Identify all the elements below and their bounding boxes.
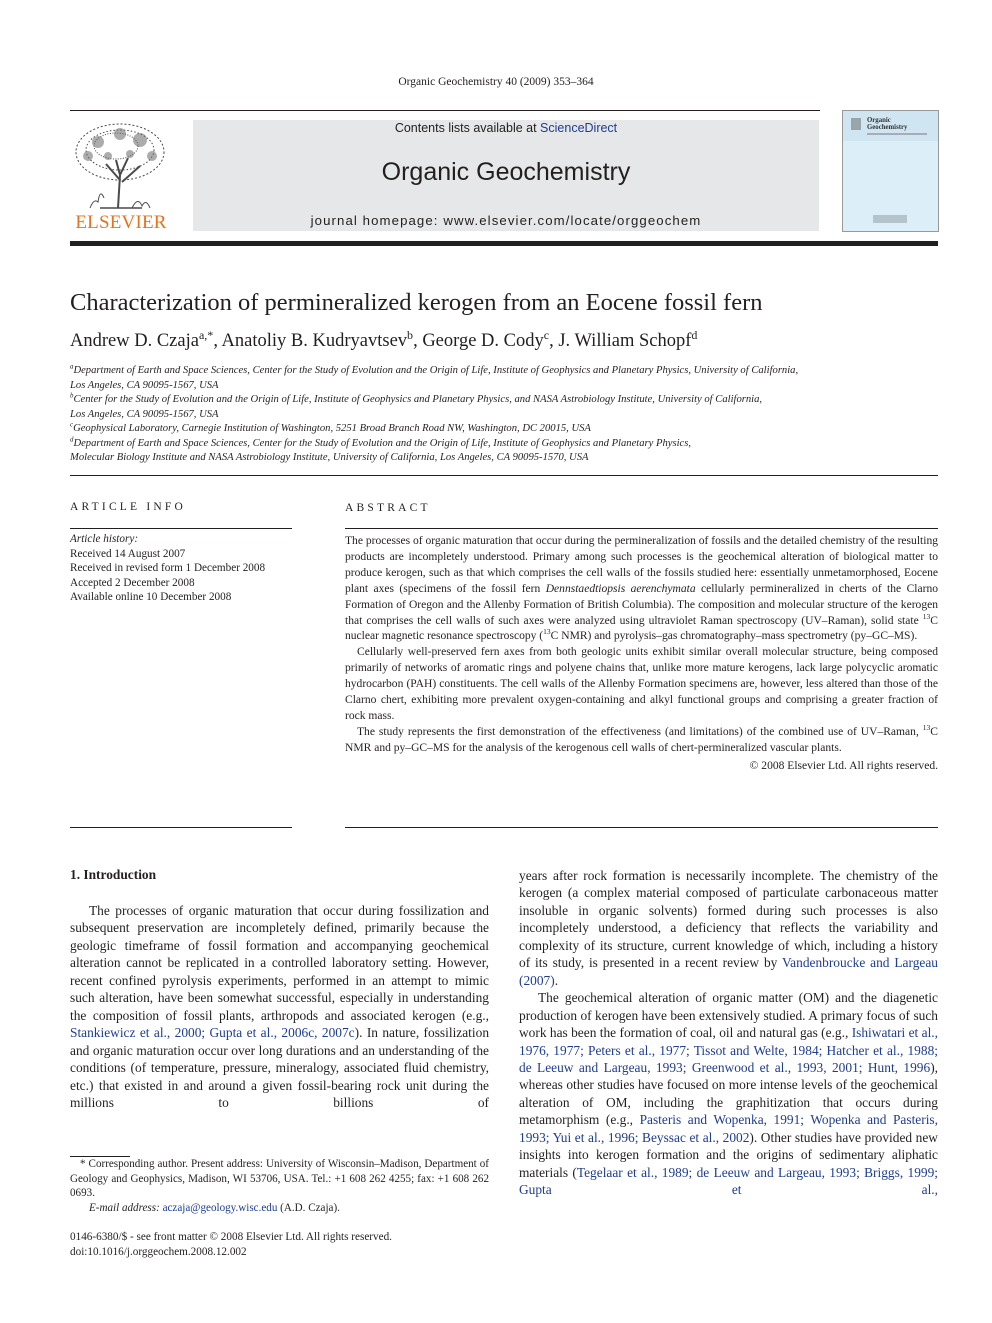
abstract-text: C NMR) and pyrolysis–gas chromatography–mass spectrometry (py–GC–MS). [550, 630, 918, 643]
cover-title-line2: Geochemistry [867, 124, 908, 131]
issn-line: 0146-6380/$ - see front matter © 2008 Elsevier Ltd. All rights reserved. [70, 1231, 392, 1243]
author-affil-mark: d [691, 327, 698, 342]
header-thick-rule [70, 241, 938, 246]
article-info-rule [70, 528, 292, 529]
doi-line[interactable]: doi:10.1016/j.orggeochem.2008.12.002 [70, 1246, 247, 1258]
corresponding-author-note [70, 1157, 489, 1201]
history-received: Received 14 August 2007 [70, 547, 186, 560]
body-text: . [554, 972, 559, 988]
citation-link[interactable]: Tegelaar et al., 1989; de Leeuw and Largeau, 1993; Briggs, 1999; Gupta et al., [519, 1164, 939, 1198]
sciencedirect-link[interactable]: ScienceDirect [540, 121, 618, 135]
email-label: E-mail address: [89, 1201, 160, 1214]
author-2[interactable] [221, 327, 423, 351]
article-info-heading: ARTICLE INFO [70, 501, 186, 513]
journal-cover-thumbnail[interactable] [842, 110, 939, 232]
author-4[interactable] [558, 327, 698, 351]
elsevier-tree-icon [70, 120, 172, 212]
front-matter [70, 1230, 392, 1260]
affil-key: c [70, 421, 74, 429]
abstract-paragraph-3 [345, 725, 938, 757]
affil-key: a [70, 363, 74, 371]
affiliations-rule [70, 475, 938, 476]
author-name: J. William Schopf [558, 331, 692, 351]
abstract-paragraph-1 [345, 534, 938, 645]
author-name: George D. Cody [422, 331, 544, 351]
abstract-heading: ABSTRACT [345, 502, 431, 514]
isotope-mass: 13 [922, 723, 931, 733]
affiliations [70, 364, 940, 466]
affiliation-c [70, 422, 940, 437]
history-accepted: Accepted 2 December 2008 [70, 576, 195, 589]
author-affil-mark: a,* [198, 327, 214, 342]
intro-paragraph-1 [70, 902, 489, 1111]
history-online: Available online 10 December 2008 [70, 591, 232, 604]
affiliation-d [70, 437, 940, 466]
citation-link[interactable]: Pasteris and Wopenka, 1991; Wopenka and Pasteris, 1993; Yui et al., 1996; Beyssac et al., 2002 [519, 1112, 938, 1145]
abstract-text: The study represents the first demonstration of the effectiveness (and limitations) of the combined use of UV–Raman, [357, 725, 923, 738]
body-text: ). Other studies have provided new insights into kerogen formation and the origins of sedimentary aliphatic materials ( [519, 1129, 938, 1180]
body-text: years after rock formation is necessarily incomplete. The chemistry of the kerogen (a complex material composed of particulate carbonaceous matter insoluble in organic solvents) formed during such processes is also incompletely understood, a deficiency that reflects the variability and complexity of its structure, current knowledge of which, including a history of its study, is presented in a recent review by [519, 868, 938, 971]
history-revised: Received in revised form 1 December 2008 [70, 562, 266, 575]
affil-line: Center for the Study of Evolution and the Origin of Life, Institute of Geophysics and Planetary Physics, and NASA Astrobiology Institute, University of California, [73, 394, 763, 405]
homepage-prefix: journal homepage: [310, 213, 444, 228]
header-top-rule [70, 110, 820, 111]
citation-link[interactable]: Vandenbroucke and Largeau (2007) [519, 955, 938, 988]
affiliation-b [70, 393, 940, 422]
abstract-text: C nuclear magnetic resonance spectroscopy ( [345, 614, 938, 643]
abstract-rule [345, 528, 938, 529]
citation-link[interactable]: Ishiwatari et al., 1976, 1977; Peters et al., 1977; Tissot and Welte, 1984; Hatcher et al., 1988; de Leeuw and Largeau, 1993; Greenwood et al., 1993, 2001; Hunt, 1996 [519, 1025, 938, 1075]
body-text: ), whereas other studies have focused on more intense levels of the geochemical alteration of OM, including the graphitization that occurs during metamorphism (e.g., [519, 1059, 938, 1128]
abstract-text: The processes of organic maturation that occur during the permineralization of fossils and the detailed chemistry of the resulting products are incompletely understood. Primary among such processes is the geochemical alteration of biological matter to produce kerogen, such as that which comprises the cell walls of the fossils studied here: essentially unmetamorphosed, Eocene plant axes (specimens of the fossil fern [345, 535, 938, 595]
email-note [70, 1201, 489, 1216]
author-1[interactable] [70, 327, 222, 351]
journal-homepage [193, 213, 819, 228]
email-link[interactable]: aczaja@geology.wisc.edu [162, 1201, 278, 1214]
intro-paragraph-2 [519, 989, 938, 1198]
cover-rule [867, 133, 927, 135]
affil-line: Department of Earth and Space Sciences, Center for the Study of Evolution and the Origin of Life, Institute of Geophysics and Planetary Physics, [73, 437, 692, 449]
author-list [70, 327, 698, 352]
author-sep: , [213, 331, 222, 351]
footnote-star: * [80, 1158, 86, 1170]
affil-line: Los Angeles, CA 90095-1567, USA [70, 408, 219, 420]
author-sep: , [413, 331, 423, 351]
isotope-mass: 13 [543, 627, 551, 637]
journal-citation: Organic Geochemistry 40 (2009) 353–364 [398, 76, 594, 88]
cover-title-line1: Organic [867, 117, 891, 124]
abstract-text: C NMR and py–GC–MS for the analysis of the kerogenous cell walls of chert-permineralized vascular plants. [345, 725, 938, 754]
email-suffix: (A.D. Czaja). [277, 1201, 340, 1214]
history-label: Article history: [70, 533, 139, 545]
author-affil-mark: c [543, 327, 550, 342]
intro-column-2 [519, 867, 938, 1199]
isotope-mass: 13 [922, 611, 931, 621]
elsevier-wordmark: ELSEVIER [75, 212, 167, 233]
affil-key: b [70, 392, 74, 400]
abstract-copyright: © 2008 Elsevier Ltd. All rights reserved. [749, 759, 938, 772]
author-3[interactable] [422, 327, 559, 351]
author-affil-mark: b [407, 327, 414, 342]
affil-line: Department of Earth and Space Sciences, Center for the Study of Evolution and the Origin of Life, Institute of Geophysics and Planetary Physics, University of California, [73, 365, 799, 376]
contents-available [193, 121, 819, 135]
article-title: Characterization of permineralized kerogen from an Eocene fossil fern [70, 289, 763, 316]
species-name: Dennstaedtiopsis aerenchymata [545, 582, 696, 595]
journal-title: Organic Geochemistry [381, 158, 631, 186]
affiliation-a [70, 364, 940, 393]
abstract-body [345, 534, 938, 775]
intro-column-1 [70, 902, 489, 1111]
homepage-url[interactable]: www.elsevier.com/locate/orggeochem [443, 213, 702, 228]
article-info-bottom-rule [70, 827, 292, 828]
elsevier-logo[interactable] [70, 120, 172, 232]
section-heading-introduction: 1. Introduction [70, 867, 157, 882]
abstract-text: cellularly permineralized in cherts of the Clarno Formation of Oregon and the Allenby Formation of British Columbia). The composition and molecular structure of the kerogen that comprises the cell walls of such axes were analyzed using ultraviolet Raman spectroscopy (UV–Raman), solid state [345, 582, 938, 627]
cover-title [867, 117, 907, 131]
body-text: The processes of organic maturation that occur during fossilization and subsequent preservation are incompletely defined, primarily because the geologic timeframe of fossil formation and accompanying geochemical alteration cannot be replicated in a controlled laboratory setting. However, recent confined pyrolysis experiments, performed in an attempt to mimic such alteration, have been somewhat successful, especially in understanding the composition of fossil plants, arthropods and associated kerogen (e.g., [70, 903, 489, 1023]
footnote-text: Corresponding author. Present address: University of Wisconsin–Madison, Department of Geology and Geophysics, Madison, WI 53706, USA. Tel.: +1 608 262 4255; fax: +1 608 262 0693. [70, 1158, 489, 1200]
article-history [70, 532, 265, 605]
body-text: The geochemical alteration of organic matter (OM) and the diagenetic production of kerogen have been extensively studied. A primary focus of such work has been the formation of coal, oil and natural gas (e.g., [519, 990, 938, 1041]
footnote [70, 1157, 489, 1215]
citation-link[interactable]: Stankiewicz et al., 2000; Gupta et al., 2006c, 2007c [70, 1025, 355, 1041]
abstract-paragraph-2: Cellularly well-preserved fern axes from both geologic units exhibit similar overall molecular structure, being composed primarily of networks of aromatic rings and polyene chains that, unlike more mature kerogens, lack large polycyclic aromatic hydrocarbon (PAH) constituents. The cell walls of the Allenby Formation specimens are, however, less altered than those of the Clarno chert, exhibiting more prevalent oxygen-containing and alkyl functional groups and comprising a greater fraction of rock mass. [345, 646, 938, 722]
intro-paragraph-1-cont [519, 867, 938, 989]
author-name: Anatoliy B. Kudryavtsev [221, 331, 408, 351]
cover-logo-icon [851, 118, 861, 130]
author-sep: , [549, 331, 559, 351]
affil-line: Los Angeles, CA 90095-1567, USA [70, 379, 219, 391]
author-name: Andrew D. Czaja [70, 331, 199, 351]
abstract-bottom-rule [345, 827, 938, 828]
cover-publisher-mark [873, 215, 907, 223]
journal-masthead [193, 120, 819, 231]
contents-prefix: Contents lists available at [394, 121, 541, 135]
body-text: ). In nature, fossilization and organic maturation occur over long durations and an understanding of the conditions (of temperature, pressure, mineralogy, associated fluid chemistry, etc.) that existed in and around a given fossil-bearing rock unit during the millions to billions of [70, 1025, 490, 1110]
affil-line: Molecular Biology Institute and NASA Astrobiology Institute, University of California, Los Angeles, CA 90095-1570, USA [70, 452, 589, 463]
affil-key: d [70, 435, 74, 443]
affil-line: Geophysical Laboratory, Carnegie Institution of Washington, 5251 Broad Branch Road NW, Washington, DC 20015, USA [73, 423, 591, 434]
